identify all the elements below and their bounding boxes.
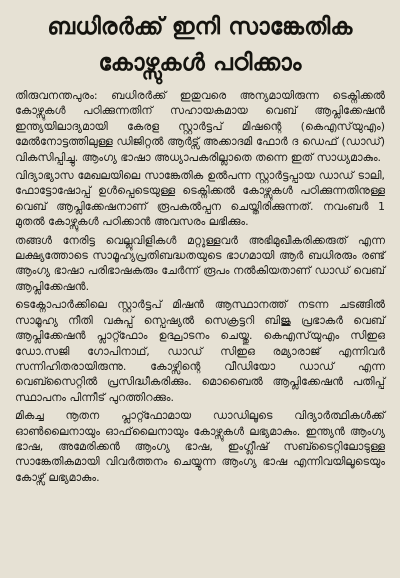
headline-line-2: കോഴ്സുകൾ പഠിക്കാം bbox=[98, 50, 302, 76]
article-body bbox=[15, 88, 385, 485]
paragraph-5: മികച്ച നൂതന പ്ലാറ്റ്ഫോമായ ഡാഡിലൂടെ വിദ്യാർത്ഥികൾക്ക് ഓൺലൈനായും ഓഫ്‌ലൈനായും കോഴ്സുകൾ ലഭ്യമാകും. ഇന്ത്യൻ ആംഗ്യ ഭാഷ, അമേരിക്കൻ ആംഗ്യ ഭാഷ, ഇംഗ്ലീഷ് സബ്ടൈറ്റിലോടുള്ള സാങ്കേതികമായി വിവർത്തനം ചെയ്യുന്ന ആംഗ്യ ഭാഷ എന്നിവയിലൂടെയും കോഴ്സ് ലഭ്യമാകും. bbox=[15, 409, 385, 484]
paragraph-3: തങ്ങൾ നേരിട്ട വെല്ലുവിളികൾ മറ്റുള്ളവർ അഭിമുഖീകരിക്കരുത് എന്ന ലക്ഷ്യത്തോടെ സാമൂഹ്യപ്രതിബദ്ധതയുടെ ഭാഗമായി ആർ ബധിരരും രണ്ട് ആംഗ്യ ഭാഷാ പരിഭാഷകരും ചേർന്ന് രൂപം നൽകിയതാണ് ഡാഡ് വെബ് ആപ്ലിക്കേഷൻ. bbox=[15, 233, 385, 293]
paragraph-4: ടെക്നോപാർക്കിലെ സ്റ്റാർട്ടപ് മിഷൻ ആസ്ഥാനത്ത് നടന്ന ചടങ്ങിൽ സാമൂഹ്യ നീതി വകുപ്പ് സ്പെഷ്യൽ സെക്രട്ടറി ബിജു പ്രഭാകർ വെബ് ആപ്ലിക്കേഷൻ പ്ലാറ്റ്ഫോം ഉദ്ഘാടനം ചെയ്തു. കെഎസ്‌യുഎം സിഇഒ ഡോ.സജി ഗോപിനാഥ്, ഡാഡ് സിഇഒ രമ്യാരാജ് എന്നിവർ സന്നിഹിതരായിരുന്നു. കോഴ്സിന്റെ വീഡിയോ ഡാഡ് എന്ന വെബ്സൈറ്റിൽ പ്രസിദ്ധീകരിക്കും. മൊബൈൽ ആപ്ലിക്കേഷൻ പതിപ്പ് സ്ഥാപനം പിന്നീട് പുറത്തിറക്കും. bbox=[15, 298, 385, 404]
paragraph-2: വിദ്യാഭ്യാസ മേഖലയിലെ സാങ്കേതിക ഉൽപന്ന സ്റ്റാർട്ടപ്പായ ഡാഡ് ടാലി, ഫോട്ടോഷോപ്പ് ഉൾപ്പെടെയുള്ള ടെക്നിക്കൽ കോഴ്സുകൾ പഠിക്കുന്നതിനുള്ള വെബ് ആപ്ലിക്കേഷനാണ് രൂപകൽപ്പന ചെയ്തിരിക്കുന്നത്. നവംബർ 1 മുതൽ കോഴ്സുകൾ പഠിക്കാൻ അവസരം ലഭിക്കും. bbox=[15, 169, 385, 229]
paragraph-1: തിരുവനന്തപുരം: ബധിരർക്ക് ഇതുവരെ അന്യമായിരുന്ന ടെക്നിക്കൽ കോഴ്സുകൾ പഠിക്കുന്നതിന് സഹായകമായ വെബ് ആപ്ലിക്കേഷൻ ഇന്ത്യയിലാദ്യമായി കേരള സ്റ്റാർട്ടപ് മിഷന്റെ (കെഎസ്‌യുഎം) മേൽനോട്ടത്തിലുള്ള ഡിജിറ്റൽ ആർട്സ് അക്കാദമി ഫോർ ദ ഡെഫ് (ഡാഡ്) വികസിപ്പിച്ചു. ആംഗ്യ ഭാഷാ അധ്യാപകരില്ലാതെ തന്നെ ഇത് സാധ്യമാകും. bbox=[15, 89, 385, 164]
headline bbox=[15, 9, 385, 81]
headline-line-1: ബധിരർക്ക് ഇനി സാങ്കേതിക bbox=[47, 14, 353, 40]
